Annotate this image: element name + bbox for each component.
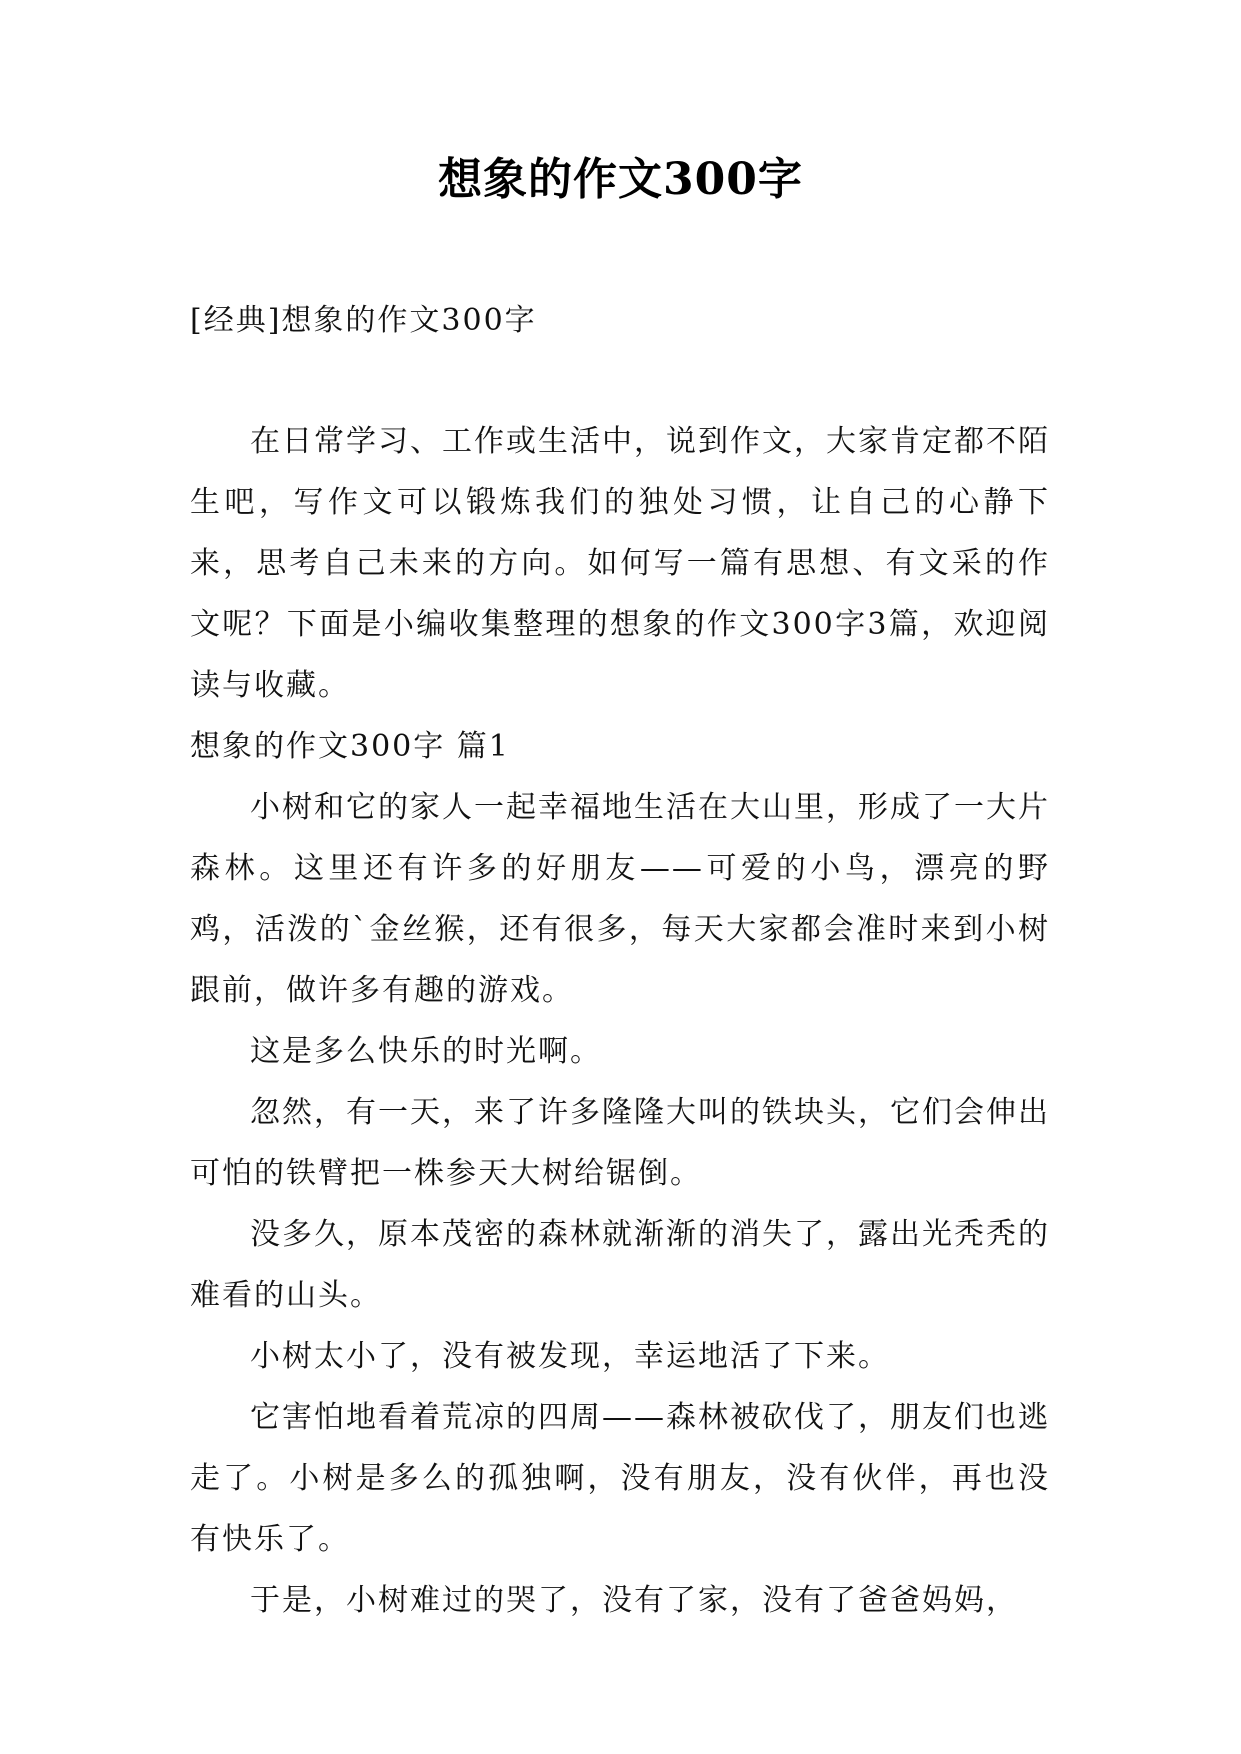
story-paragraph: 小树和它的家人一起幸福地生活在大山里，形成了一大片森林。这里还有许多的好朋友——可爱的小鸟，漂亮的野鸡，活泼的`金丝猴，还有很多，每天大家都会准时来到小树跟前，做许多有趣的游戏。 [190, 790, 1050, 1008]
document-title: 想象的作文300字 [438, 154, 803, 205]
story-paragraph: 没多久，原本茂密的森林就渐渐的消失了，露出光秃秃的难看的山头。 [190, 1217, 1050, 1313]
document-body [190, 290, 1050, 1631]
document-subtitle: [经典]想象的作文300字 [190, 303, 537, 338]
story-paragraph: 忽然，有一天，来了许多隆隆大叫的铁块头，它们会伸出可怕的铁臂把一株参天大树给锯倒。 [190, 1095, 1050, 1191]
story-paragraph: 小树太小了，没有被发现，幸运地活了下来。 [250, 1339, 890, 1374]
story-paragraph: 它害怕地看着荒凉的四周——森林被砍伐了，朋友们也逃走了。小树是多么的孤独啊，没有朋友，没有伙伴，再也没有快乐了。 [190, 1400, 1050, 1557]
intro-paragraph: 在日常学习、工作或生活中，说到作文，大家肯定都不陌生吧，写作文可以锻炼我们的独处习惯，让自己的心静下来，思考自己未来的方向。如何写一篇有思想、有文采的作文呢？下面是小编收集整理的想象的作文300字3篇，欢迎阅读与收藏。 [190, 424, 1050, 703]
story-paragraph: 这是多么快乐的时光啊。 [250, 1034, 602, 1069]
story-paragraph: 于是，小树难过的哭了，没有了家，没有了爸爸妈妈， [250, 1583, 1018, 1618]
section-heading: 想象的作文300字 篇1 [190, 729, 510, 764]
